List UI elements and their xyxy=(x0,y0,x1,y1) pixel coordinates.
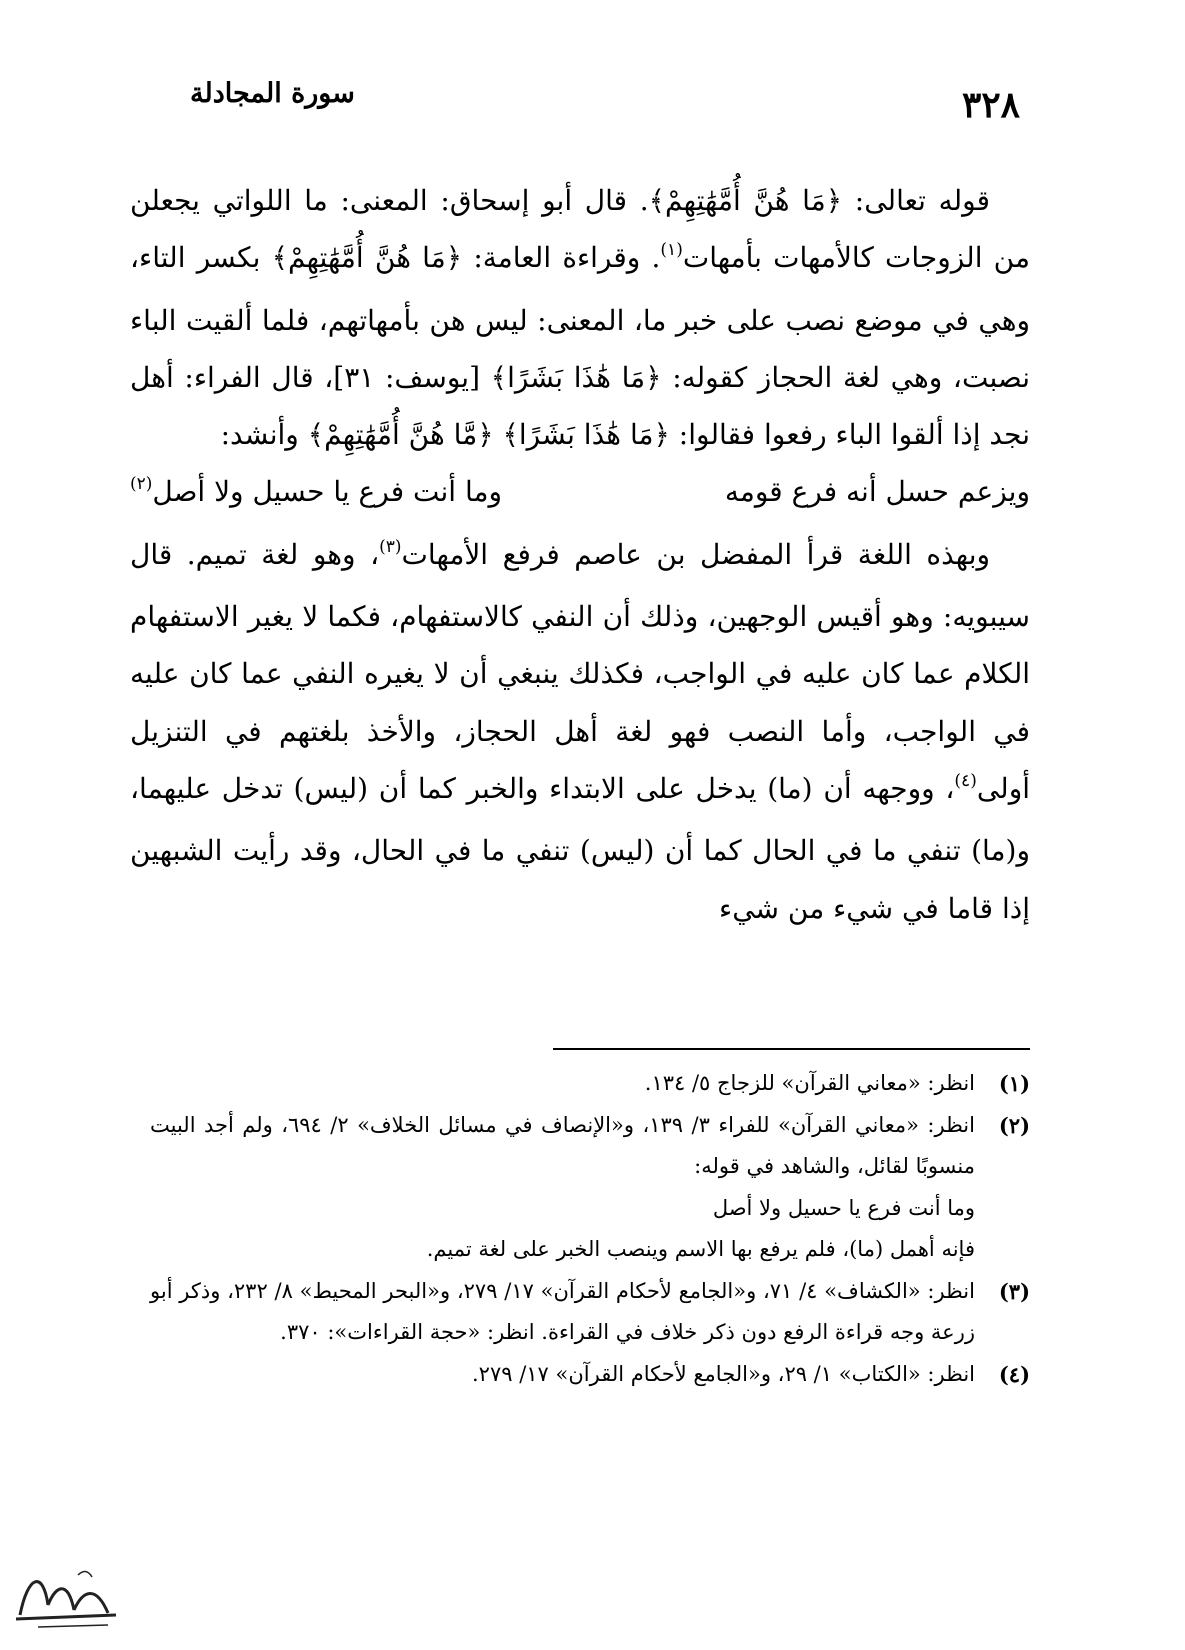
footnote-verse: وما أنت فرع يا حسيل ولا أصل xyxy=(712,1195,975,1220)
footnote-number: (١) xyxy=(998,1071,1030,1096)
footnotes xyxy=(150,1063,1030,1395)
paragraph xyxy=(130,172,1030,463)
paragraph xyxy=(130,526,1030,937)
verse-hemistich-2: وما أنت فرع يا حسيل ولا أصل xyxy=(152,475,502,509)
footnote-number: (٢) xyxy=(998,1112,1030,1138)
footnote-text: فإنه أهمل (ما)، فلم يرفع بها الاسم وينصب الخبر على لغة تميم. xyxy=(426,1237,975,1261)
publisher-logo xyxy=(8,1555,123,1640)
surah-title: سورة المجادلة xyxy=(190,78,355,109)
footnote-1 xyxy=(150,1063,1030,1105)
paragraph-text: ، وهو لغة تميم. قال سيبويه: وهو أقيس الوجهين، وذلك أن النفي كالاستفهام، فكما لا يغير الاستفهام الكلام عما كان عليه في الواجب، فكذلك ينبغي أن لا يغيره النفي عما كان عليه في الواجب، وأما النصب فهو لغة أهل الحجاز، والأخذ بلغتهم في التنزيل أولى xyxy=(130,537,1030,805)
footnote-text: انظر: «الكتاب» ١/ ٢٩، و«الجامع لأحكام القرآن» ١٧/ ٢٧٩. xyxy=(471,1361,975,1386)
footnote-ref-2: (٢) xyxy=(130,474,153,495)
footnote-ref-4: (٤) xyxy=(954,770,977,791)
footnote-ref-1: (١) xyxy=(660,240,683,261)
paragraph-text: . وقراءة العامة: ﴿مَا هُنَّ أُمَّهَٰتِهِمْ﴾ بكسر التاء، وهي في موضع نصب على خبر ما، المعنى: ليس هن بأمهاتهم، فلما ألقيت الباء نصبت، وهي لغة الحجاز كقوله: ﴿مَا هَٰذَا بَشَرًا﴾ [يوسف: ٣١]، قال الفراء: أهل نجد إذا ألقوا الباء رفعوا فقالوا: ﴿مَا هَٰذَا بَشَرًا﴾ ﴿مَّا هُنَّ أُمَّهَٰتِهِمْ﴾ وأنشد: xyxy=(130,241,1030,452)
footnote-4 xyxy=(150,1354,1030,1396)
main-text xyxy=(130,172,1030,937)
poetry-verse xyxy=(130,463,1030,525)
verse-hemistich-1: ويزعم حسل أنه فرع قومه xyxy=(724,475,1030,509)
footnote-text: انظر: «معاني القرآن» للزجاج ٥/ ١٣٤. xyxy=(644,1071,975,1095)
paragraph-text: قوله تعالى: ﴿مَا هُنَّ أُمَّهَٰتِهِمْ﴾. قال أبو إسحاق: المعنى: ما اللواتي يجعلن من الزوجات كالأمهات بأمهات xyxy=(130,184,1030,275)
footnote-separator xyxy=(553,1048,1030,1050)
footnote-ref-3: (٣) xyxy=(379,536,402,557)
footnote-number: (٤) xyxy=(998,1361,1030,1387)
footnote-number: (٣) xyxy=(998,1278,1030,1304)
running-head xyxy=(190,78,1020,128)
paragraph-text: وبهذه اللغة قرأ المفضل بن عاصم فرفع الأمهات xyxy=(401,537,991,571)
page-number: ٣٢٨ xyxy=(961,84,1020,126)
footnote-3 xyxy=(150,1271,1030,1354)
paragraph-text: ، ووجهه أن (ما) يدخل على الابتداء والخبر كما أن (ليس) تدخل عليهما، و(ما) تنفي ما في الحال كما أن (ليس) تنفي ما في الحال، وقد رأيت الشبهين إذا قاما في شيء من شيء xyxy=(130,771,1030,925)
footnote-2 xyxy=(150,1105,1030,1271)
footnote-text: انظر: «الكشاف» ٤/ ٧١، و«الجامع لأحكام القرآن» ١٧/ ٢٧٩، و«البحر المحيط» ٨/ ٢٣٢، وذكر أبو زرعة وجه قراءة الرفع دون ذكر خلاف في القراءة. انظر: «حجة القراءات»: ٣٧٠. xyxy=(150,1278,975,1344)
footnote-text: انظر: «معاني القرآن» للفراء ٣/ ١٣٩، و«الإنصاف في مسائل الخلاف» ٢/ ٦٩٤، ولم أجد البيت منسوبًا لقائل، والشاهد في قوله: xyxy=(150,1112,975,1178)
